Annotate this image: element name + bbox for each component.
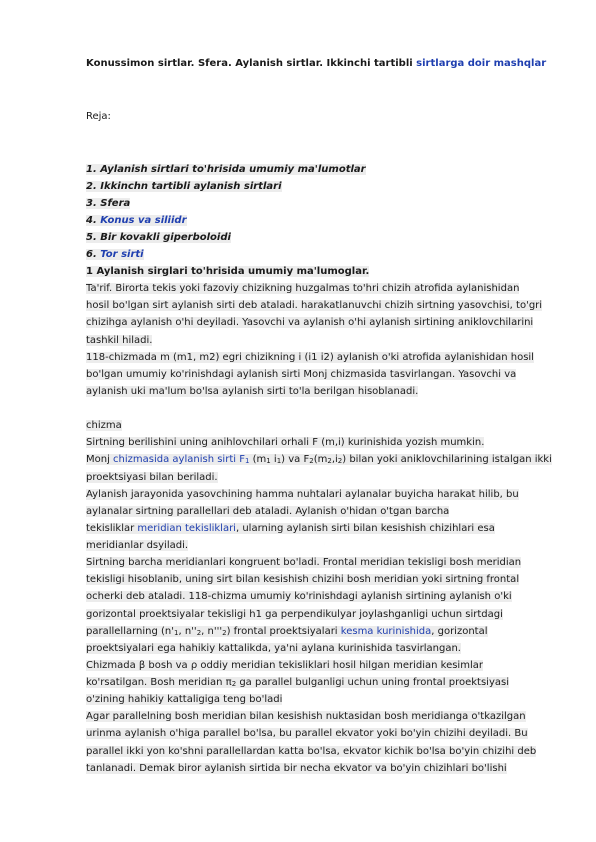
plan-item-text: Aylanish sirtlari to'hrisida umumiy ma'lumotlar <box>100 164 366 175</box>
paragraph-line: bo'lgan umumiy ko'rinishdagi aylanish sirti Monj chizmasida tasvirlangan. Yasovchi va <box>86 368 517 380</box>
paragraph-line: hosil bo'lgan sirt aylanish sirti deb ataladi. harakatlanuvchi chizih sirtning yasovchisi, to'gri <box>86 300 543 312</box>
paragraph-line: proektsiyalari ega hahikiy kattalikda, ya'ni aylana kurinishida tasvirlangan. <box>86 642 461 654</box>
paragraph-line: o'zining hahikiy kattaligiga teng bo'ladi <box>86 694 283 706</box>
empty-line <box>86 400 556 417</box>
paragraph-line: parallellarning ($n'_1$, $n''_2$, $n'''_2$) frontal proektsiyalari kesma kurinishida, gorizontal <box>86 625 488 637</box>
paragraph-line: tekisliklar meridian tekisliklari, ularning aylanish sirti bilan kesishish chizihlari esa <box>86 522 495 534</box>
plan-item-number: 5. <box>86 232 97 244</box>
plan-item-number: 3. <box>86 198 97 210</box>
inline-link[interactable]: meridian tekisliklari <box>137 522 236 534</box>
plan-item-link[interactable]: Tor sirti <box>100 249 144 261</box>
plan-item-number: 1. <box>86 164 97 175</box>
paragraph-line: Chizmada β bosh va ρ oddiy meridian tekisliklari hosil hilgan meridian kesimlar <box>86 659 483 671</box>
paragraph-line: Agar parallelning bosh meridian bilan kesishish nuktasidan bosh meridianga o'tkazilgan <box>86 711 526 723</box>
plan-item-number: 2. <box>86 181 97 193</box>
plan-item <box>86 195 556 212</box>
plan-item-link[interactable]: Konus va siliidr <box>100 215 187 227</box>
paragraph-line: chizihga aylanish o'hi deyiladi. Yasovchi va aylanish o'hi aylanish sirtining aniklovchilarini <box>86 317 534 329</box>
paragraph-line: tashkil hiladi. <box>86 334 153 346</box>
paragraph-line: parallel ikki yon ko'shni parallellardan katta bo'lsa, ekvator kichik bo'lsa bo'yin chizihi deb <box>86 745 537 757</box>
inline-link[interactable]: kesma kurinishida <box>340 625 432 637</box>
paragraph-line: ocherki deb ataladi. 118-chizma umumiy ko'rinishdagi aylanish sirtining aylanish o'ki <box>86 591 512 603</box>
plan-label: Reja: <box>86 111 111 122</box>
paragraph-line: Sirtning barcha meridianlari kongruent bo'ladi. Frontal meridian tekisligi bosh meridian <box>86 557 522 569</box>
paragraph-line: proektsiyasi bilan beriladi. <box>86 471 218 483</box>
plan-item-number: 4. <box>86 215 97 227</box>
paragraph-line: tanlanadi. Demak biror aylanish sirtida bir necha ekvator va bo'yin chizihlari bo'lishi <box>86 762 507 774</box>
title-text: Konussimon sirtlar. Sfera. Aylanish sirtlar. Ikkinchi tartibli <box>86 58 417 69</box>
figure-caption: chizma <box>86 420 122 432</box>
plan-item <box>86 246 556 263</box>
plan-item <box>86 161 556 178</box>
plan-item-text: Sfera <box>100 198 131 210</box>
paragraph-line: aylanalar sirtning parallellari deb ataladi. Aylanish o'hidan o'tgan barcha <box>86 505 450 517</box>
paragraph-line: 118-chizmada m (m1, m2) egri chizikning i (i1 i2) aylanish o'ki atrofida aylanishidan hosil <box>86 351 534 363</box>
document-title <box>86 57 556 71</box>
paragraph-line: meridianlar dsyiladi. <box>86 540 189 551</box>
document-body <box>86 263 556 777</box>
paragraph-line: gorizontal proektsiyalar tekisligi h1 ga perpendikulyar joylashganligi uchun sirtdagi <box>86 608 503 620</box>
plan-item-text: Bir kovakli giperboloidi <box>100 232 231 244</box>
plan-item <box>86 178 556 195</box>
title-link[interactable]: sirtlarga doir mashqlar <box>416 58 547 69</box>
section-heading: 1 Aylanish sirglari to'hrisida umumiy ma'lumoglar. <box>86 266 370 277</box>
paragraph-line: Monj chizmasida aylanish sirti $F_1$ ($m_1$ $i_1$) va $F_2(m_2,i_2)$ bilan yoki aniklovchilarining istalgan ikki <box>86 454 552 466</box>
paragraph-line: Ta'rif. Birorta tekis yoki fazoviy chizikning huzgalmas to'hri chizih atrofida aylanishidan <box>86 283 520 295</box>
plan-item <box>86 229 556 246</box>
paragraph-line: urinma aylanish o'higa parallel bo'lsa, bu parallel ekvator yoki bo'yin chizihi deyiladi. Bu <box>86 728 528 740</box>
plan-item-number: 6. <box>86 249 97 261</box>
paragraph-line: tekisligi hisoblanib, uning sirt bilan kesishish chizihi bosh meridian yoki sirtning frontal <box>86 574 520 586</box>
plan-item-text: Ikkinchn tartibli aylanish sirtlari <box>100 181 282 193</box>
paragraph-line: Aylanish jarayonida yasovchining hamma nuhtalari aylanalar buyicha harakat hilib, bu <box>86 488 519 500</box>
inline-link[interactable]: chizmasida aylanish sirti $F_1$ <box>113 454 250 466</box>
paragraph-line: ko'rsatilgan. Bosh meridian $\pi_2$ ga parallel bulganligi uchun uning frontal proektsiyasi <box>86 677 509 688</box>
plan-list <box>86 161 556 264</box>
paragraph-line: Sirtning berilishini uning anihlovchilari orhali F (m,i) kurinishida yozish mumkin. <box>86 437 485 449</box>
plan-item <box>86 212 556 229</box>
paragraph-line: aylanish uki ma'lum bo'lsa aylanish sirti to'la berilgan hisoblanadi. <box>86 385 419 397</box>
